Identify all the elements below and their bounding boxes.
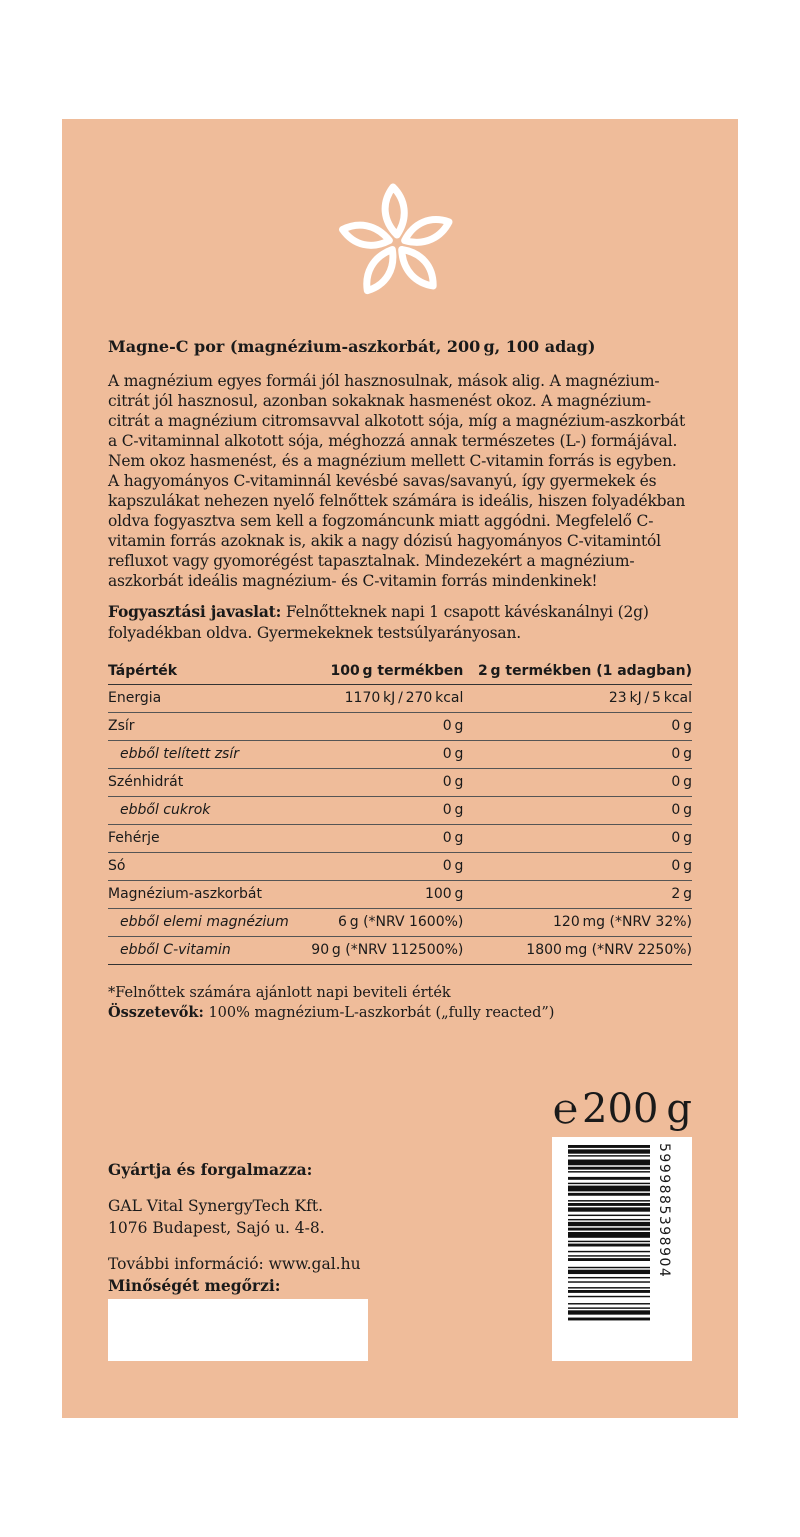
nutrient-per100: 0 g [301,713,463,741]
barcode-bar [568,1222,650,1226]
nutrient-per100: 6 g (*NRV 1600%) [301,909,463,937]
nutrient-per100: 0 g [301,769,463,797]
nutrient-label: ebből C-vitamin [108,937,301,965]
nutrient-label: Fehérje [108,825,301,853]
manufacturer-company: GAL Vital SynergyTech Kft. [108,1197,324,1215]
nutrient-per100: 90 g (*NRV 112500%) [301,937,463,965]
barcode-bar [568,1277,650,1278]
nutrient-per100: 0 g [301,853,463,881]
table-row [108,909,692,937]
nutrient-label: Energia [108,685,301,713]
barcode-bar [568,1160,650,1166]
net-weight [553,1084,692,1134]
label-content [108,337,692,1023]
nutrition-table [108,660,692,965]
table-row [108,797,692,825]
table-row [108,741,692,769]
table-row [108,685,692,713]
usage-label: Fogyasztási javaslat: [108,602,282,621]
nutrition-header-row [108,660,692,685]
barcode-bar [568,1186,650,1192]
more-info: További információ: www.gal.hu [108,1255,361,1273]
barcode-bar [568,1183,650,1184]
barcode-bar [568,1303,650,1304]
nutrient-perserving: 0 g [463,797,692,825]
best-before-label: Minőségét megőrzi: [108,1276,281,1295]
barcode-bar [568,1244,650,1247]
table-row [108,825,692,853]
nutrition-header-perserving: 2 g termékben (1 adagban) [463,660,692,685]
nutrient-perserving: 0 g [463,825,692,853]
nutrient-perserving: 23 kJ / 5 kcal [463,685,692,713]
nutrient-per100: 100 g [301,881,463,909]
nutrient-label: Szénhidrát [108,769,301,797]
barcode-bar [568,1241,650,1242]
ingredients-text: 100% magnézium-L-aszkorbát („fully reacted”) [203,1005,555,1021]
product-title: Magne-C por (magnézium-aszkorbát, 200 g, 100 adag) [108,337,596,356]
nutrient-perserving: 2 g [463,881,692,909]
nutrient-perserving: 120 mg (*NRV 32%) [463,909,692,937]
manufacturer-heading: Gyártja és forgalmazza: [108,1160,313,1179]
nutrient-label: Zsír [108,713,301,741]
table-row [108,881,692,909]
footnote-block [108,983,692,1023]
barcode-bar [568,1290,650,1293]
barcode-bar [568,1207,650,1211]
barcode-bar [568,1258,650,1261]
product-label [62,119,738,1418]
product-description: A magnézium egyes formái jól hasznosulnak, mások alig. A magnézium-citrát jól hasznosul, azonban sokaknak hasmenést okoz. A magnézium-citrát a magnézium citromsavval alkotott sója, míg a magnézium-aszkorbát a C-vitaminnal alkotott sója, méghozzá annak természetes (L-) formájával. Nem okoz hasmenést, és a magnézium mellett C-vitamin forrás is egyben. A hagyományos C-vitaminnál kevésbé savas/savanyú, így gyermekek és kapszulákat nehezen nyelő felnőttek számára is ideális, hiszen folyadékban oldva fogyasztva sem kell a fogzománcunk miatt aggódni. Megfelelő C-vitamin forrás azoknak is, akik a nagy dózisú hagyományos C-vitamintól refluxot vagy gyomorégést tapasztalnak. Mindezekért a magnézium-aszkorbát ideális magnézium- és C-vitamin forrás mindenkinek! [108,372,686,590]
barcode-bar [568,1307,650,1308]
barcode-bar [568,1318,650,1321]
barcode-bar [568,1270,650,1274]
best-before-field [108,1299,368,1361]
nutrient-label: Só [108,853,301,881]
nutrient-label: Magnézium-aszkorbát [108,881,301,909]
usage-text: Felnőtteknek napi 1 csapott kávéskanálnyi (2g) folyadékban oldva. Gyermekeknek testsúlyarányosan. [108,603,649,642]
nutrient-per100: 1170 kJ / 270 kcal [301,685,463,713]
nutrient-per100: 0 g [301,825,463,853]
barcode-bar [568,1287,650,1288]
nrv-note: *Felnőttek számára ajánlott napi beviteli érték [108,985,451,1001]
barcode-bar [568,1203,650,1206]
nutrient-perserving: 0 g [463,741,692,769]
barcode-bar [568,1200,650,1201]
barcode-bar [568,1232,650,1238]
nutrient-label: ebből cukrok [108,797,301,825]
barcode-bar [568,1145,650,1148]
barcode [552,1137,692,1361]
barcode-bar [568,1215,650,1216]
manufacturer-block [108,1159,488,1297]
nutrient-label: ebből elemi magnézium [108,909,301,937]
manufacturer-address: 1076 Budapest, Sajó u. 4-8. [108,1219,325,1237]
table-row [108,769,692,797]
barcode-bar [568,1219,650,1220]
barcode-bar [568,1167,650,1170]
barcode-bar [568,1255,650,1256]
table-row [108,937,692,965]
barcode-bar [568,1267,650,1268]
estimated-sign-icon: ℮ [552,1084,579,1133]
nutrient-perserving: 0 g [463,769,692,797]
barcode-bar [568,1149,650,1153]
table-row [108,713,692,741]
flower-logo-icon [332,177,462,307]
barcode-bar [568,1193,650,1196]
barcode-bar [568,1177,650,1180]
barcode-bar [568,1281,650,1282]
barcode-bar [568,1310,650,1314]
barcode-bar [568,1171,650,1172]
nutrient-perserving: 1800 mg (*NRV 2250%) [463,937,692,965]
nutrient-perserving: 0 g [463,713,692,741]
usage-recommendation [108,601,692,644]
nutrition-header-per100: 100 g termékben [301,660,463,685]
net-weight-value: 200 g [582,1086,692,1132]
nutrition-header-label: Tápérték [108,660,301,685]
barcode-bar [568,1296,650,1297]
ingredients-label: Összetevők: [108,1004,204,1021]
nutrient-per100: 0 g [301,797,463,825]
nutrient-per100: 0 g [301,741,463,769]
barcode-digits: 5999885398904 [656,1143,672,1279]
barcode-bar [568,1228,650,1231]
ingredients [108,1003,692,1023]
barcode-bar [568,1155,650,1156]
table-row [108,853,692,881]
nutrient-label: ebből telített zsír [108,741,301,769]
barcode-bar [568,1251,650,1252]
nutrient-perserving: 0 g [463,853,692,881]
